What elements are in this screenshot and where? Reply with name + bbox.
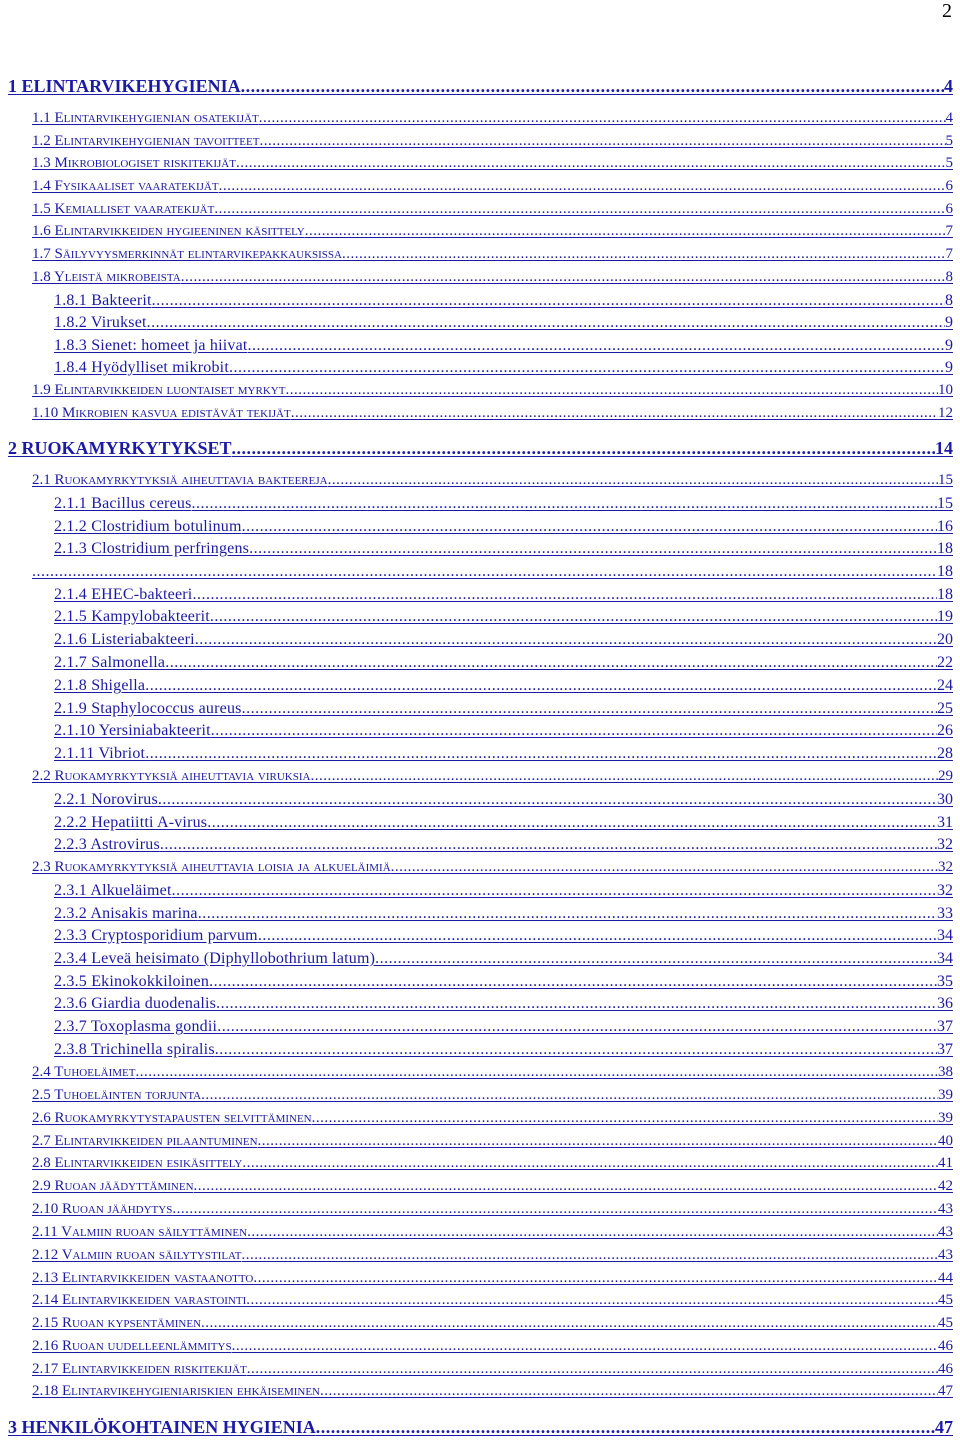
toc-entry-title: 2.8 Elintarvikkeiden esikäsittely (32, 1155, 243, 1171)
toc-entry-title: 1.10 Mikrobien kasvua edistävät tekijät (32, 405, 291, 421)
toc-entry[interactable] (54, 314, 953, 332)
toc-entry[interactable] (54, 836, 953, 854)
toc-leader-dots (328, 472, 938, 489)
toc-leader-dots (158, 791, 937, 809)
toc-leader-dots (152, 292, 945, 310)
toc-leader-dots (242, 1155, 938, 1172)
toc-leader-dots (209, 973, 937, 991)
toc-leader-dots (258, 927, 937, 945)
toc-leader-dots (291, 405, 938, 422)
toc-entry[interactable] (54, 882, 953, 900)
toc-entry-page: 39 (938, 1087, 953, 1103)
toc-leader-dots (201, 1315, 938, 1332)
toc-leader-dots (215, 1041, 937, 1059)
toc-entry[interactable] (54, 1041, 953, 1059)
toc-entry-title: 1.8 Yleistä mikrobeista (32, 269, 181, 285)
toc-entry-page: 43 (938, 1201, 953, 1217)
toc-entry-page: 43 (938, 1247, 953, 1263)
toc-entry-title: 2.1.2 Clostridium botulinum (54, 518, 242, 535)
toc-entry-page: 34 (937, 927, 953, 944)
toc-entry-page: 6 (945, 201, 953, 217)
toc-entry-page: 9 (945, 314, 953, 331)
toc-leader-dots (192, 495, 938, 513)
toc-leader-dots (242, 518, 937, 536)
toc-leader-dots (232, 438, 935, 459)
toc-entry-title: 2.3.7 Toxoplasma gondii (54, 1018, 218, 1035)
toc-entry-title: 3 HENKILÖKOHTAINEN HYGIENIA (8, 1417, 316, 1437)
toc-entry-page: 37 (937, 1041, 953, 1058)
toc-entry[interactable] (32, 382, 953, 399)
toc-entry-page: 26 (937, 722, 953, 739)
toc-leader-dots (165, 654, 937, 672)
toc-entry-title: 2.3.3 Cryptosporidium parvum (54, 927, 258, 944)
toc-entry-title: 2.1.3 Clostridium perfringens (54, 540, 250, 557)
toc-entry-title: 1.3 Mikrobiologiset riskitekijät (32, 155, 236, 171)
toc-leader-dots (342, 246, 946, 263)
toc-entry-page: 18 (937, 540, 953, 557)
toc-entry[interactable] (32, 1155, 953, 1172)
toc-entry-page: 12 (938, 405, 953, 421)
toc-entry-title: 2.1.11 Vibriot (54, 745, 146, 762)
page-number: 2 (942, 0, 952, 22)
toc-leader-dots (316, 1417, 935, 1438)
toc-entry-title: 2.1.4 EHEC-bakteeri (54, 586, 193, 603)
toc-entry-page: 9 (945, 359, 953, 376)
toc-entry-page: 22 (937, 654, 953, 671)
toc-entry[interactable] (54, 995, 953, 1013)
toc-leader-dots (147, 314, 945, 332)
toc-leader-dots (248, 337, 945, 355)
toc-entry-page: 16 (937, 518, 953, 535)
toc-entry[interactable] (54, 722, 953, 740)
toc-entry-title: 2.2.2 Hepatiitti A-virus (54, 814, 208, 831)
toc-leader-dots (217, 1018, 937, 1036)
toc-leader-dots (249, 540, 937, 558)
toc-leader-dots (195, 631, 937, 649)
toc-leader-dots (232, 1338, 938, 1355)
toc-entry-page: 19 (937, 608, 953, 625)
toc-entry[interactable] (32, 405, 953, 422)
toc-leader-dots (320, 1383, 938, 1400)
toc-entry[interactable] (54, 654, 953, 672)
toc-entry-page: 15 (937, 495, 953, 512)
toc-entry-page: 28 (937, 745, 953, 762)
toc-entry[interactable] (32, 178, 953, 195)
toc-leader-dots (210, 608, 937, 626)
toc-entry-title: 2.16 Ruoan uudelleenlämmitys (32, 1338, 232, 1354)
toc-entry-title: 2.12 Valmiin ruoan säilytystilat (32, 1247, 242, 1263)
toc-leader-dots (211, 722, 937, 740)
toc-entry-page: 47 (938, 1383, 953, 1399)
toc-entry-page: 5 (945, 133, 953, 149)
toc-entry-title: 1.8.4 Hyödylliset mikrobit (54, 359, 229, 376)
toc-leader-dots (259, 133, 945, 150)
toc-entry-title: 2.5 Tuhoeläinten torjunta (32, 1087, 202, 1103)
toc-entry-page: 43 (938, 1224, 953, 1240)
toc-entry[interactable] (32, 246, 953, 263)
toc-entry-page: 10 (938, 382, 953, 398)
toc-leader-dots (305, 223, 946, 240)
toc-entry[interactable] (54, 791, 953, 809)
toc-leader-dots (312, 1110, 938, 1127)
toc-entry-page: 6 (945, 178, 953, 194)
toc-entry-page: 31 (937, 814, 953, 831)
toc-entry-title: 2.10 Ruoan jäähdytys (32, 1201, 173, 1217)
toc-entry-title: 2 RUOKAMYRKYTYKSET (8, 438, 232, 458)
toc-entry[interactable] (54, 700, 953, 718)
toc-entry-title: 2.1.9 Staphylococcus aureus (54, 700, 242, 717)
toc-leader-dots (181, 269, 946, 286)
toc-leader-dots (253, 1270, 938, 1287)
toc-entry-title: 2.13 Elintarvikkeiden vastaanotto (32, 1270, 254, 1286)
toc-entry-title: 2.1.1 Bacillus cereus (54, 495, 192, 512)
toc-entry-title: 2.6 Ruokamyrkytystapausten selvittäminen (32, 1110, 312, 1126)
toc-entry-page: 5 (945, 155, 953, 171)
toc-entry[interactable] (32, 223, 953, 240)
toc-leader-dots (229, 359, 945, 377)
toc-entry[interactable] (54, 586, 953, 604)
toc-leader-dots (219, 178, 946, 195)
toc-entry-page: 18 (937, 563, 953, 580)
toc-entry-title: 2.3.2 Anisakis marina (54, 905, 198, 922)
toc-entry-page: 36 (937, 995, 953, 1012)
toc-entry[interactable] (32, 1110, 953, 1127)
toc-leader-dots (258, 1133, 938, 1150)
toc-entry[interactable] (54, 745, 953, 763)
toc-entry-title: 2.1.8 Shigella (54, 677, 146, 694)
toc-entry-page: 41 (938, 1155, 953, 1171)
toc-entry-page: 32 (938, 859, 953, 875)
toc-entry-title: 2.1.5 Kampylobakteerit (54, 608, 210, 625)
toc-entry-title: 2.3.8 Trichinella spiralis (54, 1041, 215, 1058)
toc-entry[interactable] (32, 768, 953, 785)
toc-entry-page: 4 (945, 110, 953, 126)
toc-leader-dots (172, 1201, 938, 1218)
toc-entry-page: 47 (935, 1417, 953, 1437)
toc-entry[interactable] (54, 677, 953, 695)
toc-entry[interactable] (32, 472, 953, 489)
toc-entry-page: 40 (938, 1133, 953, 1149)
toc-entry-page: 25 (937, 700, 953, 717)
toc-entry[interactable] (54, 950, 953, 968)
toc-entry-page: 34 (937, 950, 953, 967)
toc-entry[interactable] (32, 1133, 953, 1150)
toc-entry-title: 1.8.1 Bakteerit (54, 292, 152, 309)
toc-entry[interactable] (54, 814, 953, 832)
toc-entry-page: 35 (937, 973, 953, 990)
toc-entry-title: 2.2.3 Astrovirus (54, 836, 160, 853)
toc-entry[interactable] (32, 1338, 953, 1355)
toc-entry[interactable] (54, 292, 953, 310)
toc-entry[interactable] (32, 1292, 953, 1309)
toc-leader-dots (198, 905, 937, 923)
toc-entry-title: 2.3.6 Giardia duodenalis (54, 995, 217, 1012)
toc-entry-title: 2.18 Elintarvikehygieniariskien ehkäiseminen (32, 1383, 321, 1399)
toc-entry[interactable] (32, 133, 953, 150)
toc-entry[interactable] (54, 927, 953, 945)
toc-entry[interactable] (8, 76, 953, 97)
toc-leader-dots (310, 768, 938, 785)
toc-entry[interactable] (32, 201, 953, 218)
toc-entry-title: 2.14 Elintarvikkeiden varastointi (32, 1292, 247, 1308)
toc-leader-dots (247, 1224, 938, 1241)
toc-leader-dots (236, 155, 946, 172)
toc-entry[interactable] (32, 269, 953, 286)
toc-entry[interactable] (32, 110, 953, 127)
toc-entry[interactable] (54, 973, 953, 991)
toc-entry-title: 1.5 Kemialliset vaaratekijät (32, 201, 215, 217)
toc-entry-title: 2.2.1 Norovirus (54, 791, 158, 808)
toc-entry[interactable] (32, 1270, 953, 1287)
toc-entry[interactable] (32, 1178, 953, 1195)
toc-entry-page: 24 (937, 677, 953, 694)
toc-entry[interactable] (54, 495, 953, 513)
toc-entry-page: 8 (945, 292, 953, 309)
toc-entry-page: 45 (938, 1292, 953, 1308)
toc-entry-page: 32 (937, 836, 953, 853)
toc-entry-title: 2.15 Ruoan kypsentäminen (32, 1315, 202, 1331)
toc-entry-page: 39 (938, 1110, 953, 1126)
toc-entry-page: 7 (945, 246, 953, 262)
toc-entry-title: 2.17 Elintarvikkeiden riskitekijät (32, 1361, 247, 1377)
toc-entry-title: 1.2 Elintarvikehygienian tavoitteet (32, 133, 260, 149)
toc-leader-dots (32, 563, 937, 581)
toc-entry-page: 18 (937, 586, 953, 603)
toc-entry-page: 8 (945, 269, 953, 285)
toc-entry[interactable] (8, 438, 953, 459)
toc-entry[interactable] (32, 1064, 953, 1081)
toc-entry[interactable] (32, 1087, 953, 1104)
toc-entry-title: 1.8.3 Sienet: homeet ja hiivat (54, 337, 248, 354)
toc-entry[interactable] (54, 518, 953, 536)
toc-entry[interactable] (8, 1417, 953, 1438)
toc-entry-page: 33 (937, 905, 953, 922)
toc-entry-title: 1.1 Elintarvikehygienian osatekijät (32, 110, 259, 126)
toc-entry-page: 46 (938, 1361, 953, 1377)
toc-leader-dots (242, 700, 937, 718)
toc-entry-title: 2.9 Ruoan jäädyttäminen (32, 1178, 194, 1194)
toc-entry[interactable] (54, 540, 953, 558)
toc-entry-title: 1 ELINTARVIKEHYGIENIA (8, 76, 241, 96)
toc-entry-title: 2.1 Ruokamyrkytyksiä aiheuttavia bakteereja (32, 472, 328, 488)
toc-entry[interactable] (54, 905, 953, 923)
toc-entry[interactable] (32, 1247, 953, 1264)
toc-entry[interactable] (54, 631, 953, 649)
toc-entry[interactable] (32, 1315, 953, 1332)
toc-entry-page: 20 (937, 631, 953, 648)
toc-leader-dots (242, 1247, 938, 1264)
toc-entry-title: 1.7 Säilyvyysmerkinnät elintarvikepakkauksissa (32, 246, 342, 262)
toc-entry-title: 2.3.1 Alkueläimet (54, 882, 172, 899)
toc-entry-title: 2.1.7 Salmonella (54, 654, 166, 671)
toc-entry-title: 2.4 Tuhoeläimet (32, 1064, 136, 1080)
toc-entry-page: 4 (944, 76, 953, 96)
toc-entry-page: 42 (938, 1178, 953, 1194)
toc-entry-title: 1.9 Elintarvikkeiden luontaiset myrkyt (32, 382, 286, 398)
toc-leader-dots (207, 814, 937, 832)
toc-entry-page: 32 (937, 882, 953, 899)
toc-entry-page: 44 (938, 1270, 953, 1286)
toc-entry-title: 2.3.4 Leveä heisimato (Diphyllobothrium latum) (54, 950, 376, 967)
toc-entry[interactable] (32, 1383, 953, 1400)
toc-entry-title: 2.3.5 Ekinokokkiloinen (54, 973, 210, 990)
toc-entry[interactable] (54, 1018, 953, 1036)
toc-leader-dots (375, 950, 937, 968)
toc-leader-dots (285, 382, 938, 399)
toc-leader-dots (136, 1064, 939, 1081)
toc-leader-dots (145, 745, 937, 763)
toc-entry-page: 46 (938, 1338, 953, 1354)
toc-entry-title: 2.3 Ruokamyrkytyksiä aiheuttavia loisia ja alkueläimiä (32, 859, 391, 875)
toc-leader-dots (160, 836, 937, 854)
toc-entry-page: 9 (945, 337, 953, 354)
toc-entry-title: 1.6 Elintarvikkeiden hygieeninen käsittely (32, 223, 305, 239)
toc-entry[interactable] (32, 563, 953, 581)
toc-leader-dots (216, 995, 937, 1013)
toc-entry-page: 14 (935, 438, 953, 458)
toc-entry-title: 2.7 Elintarvikkeiden pilaantuminen (32, 1133, 258, 1149)
toc-entry[interactable] (54, 337, 953, 355)
toc-entry-page: 37 (937, 1018, 953, 1035)
toc-entry[interactable] (32, 1224, 953, 1241)
toc-leader-dots (172, 882, 937, 900)
toc-leader-dots (247, 1361, 938, 1378)
toc-entry-page: 30 (937, 791, 953, 808)
toc-entry[interactable] (32, 859, 953, 876)
toc-entry-title: 1.4 Fysikaaliset vaaratekijät (32, 178, 219, 194)
toc-leader-dots (391, 859, 938, 876)
toc-entry[interactable] (32, 155, 953, 172)
toc-entry-title: 1.8.2 Virukset (54, 314, 147, 331)
toc-entry-page: 38 (938, 1064, 953, 1080)
toc-leader-dots (246, 1292, 938, 1309)
toc-entry[interactable] (32, 1361, 953, 1378)
toc-entry-title: 2.1.6 Listeriabakteeri (54, 631, 195, 648)
toc-leader-dots (145, 677, 937, 695)
toc-entry[interactable] (32, 1201, 953, 1218)
toc-entry-title: 2.2 Ruokamyrkytyksiä aiheuttavia viruksia (32, 768, 311, 784)
toc-leader-dots (192, 586, 937, 604)
toc-entry-page: 15 (938, 472, 953, 488)
toc-leader-dots (259, 110, 946, 127)
toc-entry[interactable] (54, 608, 953, 626)
toc-leader-dots (214, 201, 945, 218)
toc-entry[interactable] (54, 359, 953, 377)
toc-leader-dots (201, 1087, 938, 1104)
toc-entry-page: 45 (938, 1315, 953, 1331)
toc-entry-title: 2.1.10 Yersiniabakteerit (54, 722, 211, 739)
toc-entry-page: 7 (945, 223, 953, 239)
toc-entry-title: 2.11 Valmiin ruoan säilyttäminen (32, 1224, 248, 1240)
toc-entry-page: 29 (938, 768, 953, 784)
toc-leader-dots (194, 1178, 938, 1195)
toc-leader-dots (241, 76, 944, 97)
